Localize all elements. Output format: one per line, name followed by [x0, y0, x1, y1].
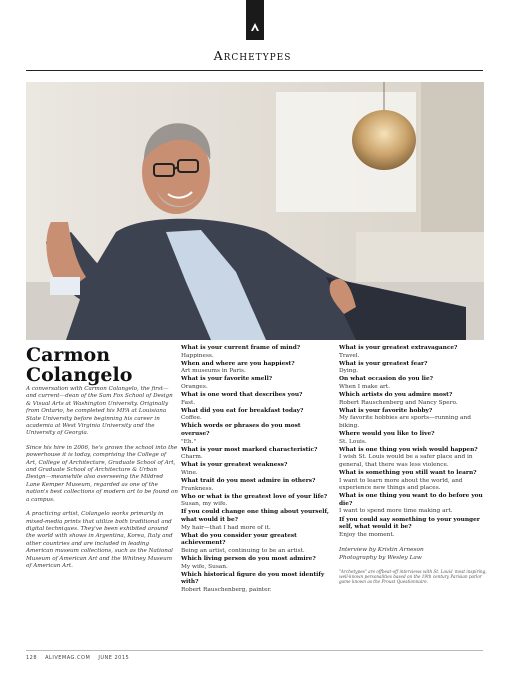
arrow-up-icon — [250, 22, 260, 32]
answer: Dying. — [339, 368, 359, 375]
section-title: Archetypes — [213, 48, 292, 63]
answer: Coffee. — [181, 415, 202, 422]
question: What is your most marked characteristic? — [181, 446, 318, 453]
question: What is your greatest extravagance? — [339, 345, 458, 351]
answer: Charm. — [181, 454, 203, 461]
question: What do you consider your greatest achievement? — [181, 532, 297, 547]
answer: I want to learn more about the world, and experience new things and places. — [339, 477, 463, 492]
header-rule — [26, 70, 483, 71]
interview-credit: Interview by Kristin Arneson — [339, 547, 424, 554]
question: On what occasion do you lie? — [339, 376, 434, 383]
answer: My wife, Susan. — [181, 563, 228, 570]
question: What trait do you most admire in others? — [181, 478, 316, 485]
answer: Art museums in Paris. — [181, 368, 246, 375]
question: If you could change one thing about yourself, what would it be? — [181, 509, 329, 524]
intro-text — [26, 386, 178, 577]
answer: Wine. — [181, 470, 198, 476]
answer: Fast. — [181, 399, 196, 406]
answer: I want to spend more time making art. — [339, 508, 453, 515]
answer: I wish St. Louis would be a safer place and in general, that there was less violence. — [339, 454, 473, 468]
question: Where would you like to live? — [339, 431, 435, 438]
answer: Susan, my wife. — [181, 501, 228, 508]
answer: "Eh." — [181, 438, 197, 445]
question: Which artists do you admire most? — [339, 392, 453, 399]
question: When and where are you happiest? — [181, 360, 295, 367]
question: Which living person do you most admire? — [181, 556, 316, 563]
question: What is your greatest fear? — [339, 360, 428, 367]
page-number: 128 — [26, 655, 38, 661]
answer: Oranges. — [181, 383, 208, 390]
answer: Robert Rauschenberg and Nancy Spero. — [339, 399, 458, 406]
answer: My favorite hobbies are sports—running and biking. — [339, 415, 471, 429]
page-footer — [26, 655, 135, 661]
answer: St. Louis. — [339, 438, 367, 445]
question: What is your favorite hobby? — [339, 407, 433, 414]
section-tab-marker — [246, 0, 264, 40]
answer: Travel. — [339, 352, 360, 359]
qa-column-2 — [339, 345, 487, 585]
answer: Enjoy the moment. — [339, 531, 395, 538]
question: What is one thing you wish would happen? — [339, 446, 478, 453]
answer: Robert Rauschenberg, painter. — [181, 586, 272, 593]
answer: My hair—that I had more of it. — [181, 524, 271, 531]
subject-first-name: Carmon — [26, 344, 111, 366]
question: What is your greatest weakness? — [181, 462, 288, 469]
question: What is your current frame of mind? — [181, 345, 301, 351]
intro-paragraph: A conversation with Carmon Colangelo, the first—and current—dean of the Sam Fox School of Design & Visual Arts at Washington University. Originally from Ontario, he completed his MFA at Louisiana State University before beginning his career in academia at West Virginia University and the University of Georgia. — [26, 386, 173, 437]
footer-rule — [26, 650, 483, 651]
portrait-illustration — [26, 82, 484, 340]
issue-date: JUNE 2015 — [98, 655, 130, 661]
intro-paragraph: A practicing artist, Colangelo works primarily in mixed-media prints that utilize both traditional and digital techniques. They've been exhibited around the world with shows in Argentina, Korea, Italy and other countries and are included in leading American museum collections, such as the National Museum of American Art and the Whitney Museum of American Art. — [26, 511, 173, 569]
question: What is something you still want to learn? — [339, 470, 477, 476]
credits — [339, 547, 487, 562]
subject-name — [26, 345, 176, 385]
question: What is one word that describes you? — [181, 392, 303, 399]
portrait-photo — [26, 82, 484, 340]
question: What did you eat for breakfast today? — [181, 407, 304, 414]
answer: When I make art. — [339, 383, 390, 390]
photo-credit: Photography by Wesley Law — [339, 554, 422, 561]
answer: Frankness. — [181, 485, 214, 492]
qa-column-1 — [181, 345, 331, 595]
question: What is one thing you want to do before you die? — [339, 493, 483, 507]
answer: Being an artist, continuing to be an artist. — [181, 547, 305, 554]
question: Which words or phrases do you most overuse? — [181, 423, 301, 438]
question: If you could say something to your younger self, what would it be? — [339, 516, 480, 531]
question: Which historical figure do you most identify with? — [181, 571, 325, 586]
answer: Happiness. — [181, 352, 214, 359]
question: What is your favorite smell? — [181, 376, 273, 383]
question: Who or what is the greatest love of your life? — [181, 493, 328, 500]
intro-paragraph: Since his hire in 2006, he's grown the school into the powerhouse it is today, comprising the College of Art, College of Architecture, Graduate School of Art, and Graduate School of Architecture & Urban Design—meanwhile also overseeing the Mildred Lane Kemper Museum, regarded as one of the nation's best collections of modern art to be found on a campus. — [26, 444, 179, 503]
site-name: ALIVEMAG.COM — [45, 655, 91, 661]
footnote: "Archetypes" are offbeat-off interviews with St. Louis' most inspiring, well-known personalities based on the 19th century Parisian parlor game known as the Proust Questionnaire. — [339, 568, 487, 585]
subject-last-name: Colangelo — [26, 364, 133, 386]
